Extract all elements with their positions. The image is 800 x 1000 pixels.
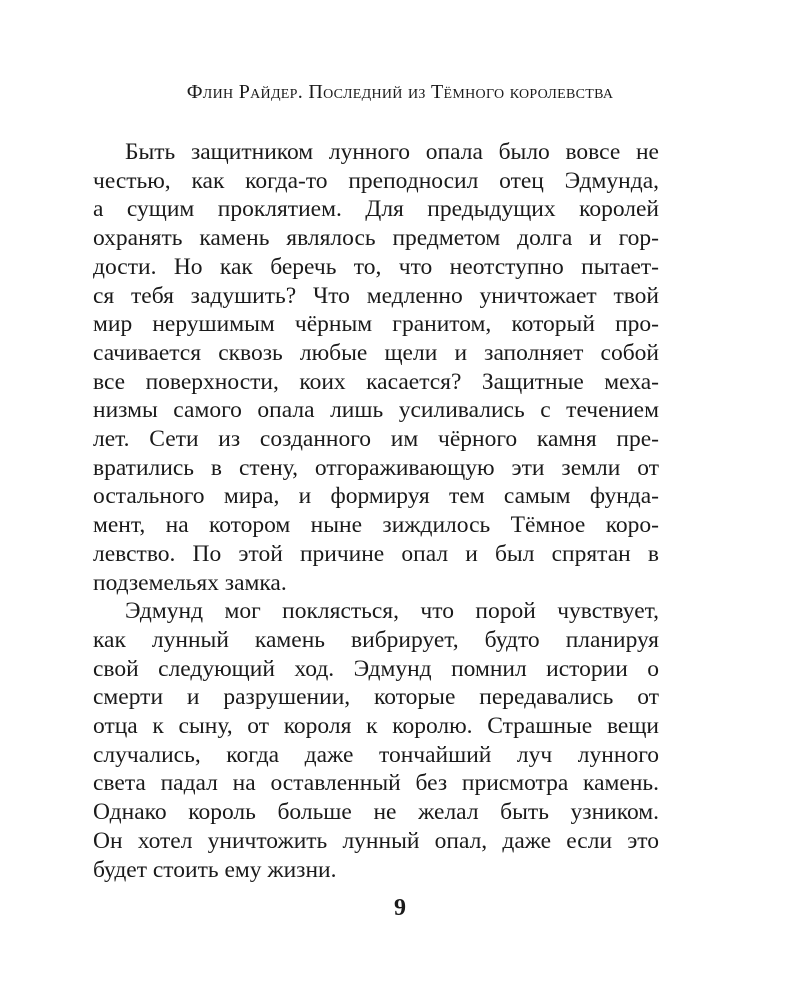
text-line: мир нерушимым чёрным гранитом, который про- <box>93 311 659 338</box>
paragraph-1 <box>93 138 659 597</box>
text-line: мент, на котором ныне зиждилось Тёмное коро- <box>93 512 659 539</box>
text-line: Быть защитником лунного опала было вовсе не <box>125 139 659 165</box>
text-line: вратились в стену, отгораживающую эти земли от <box>93 454 659 481</box>
text-line: подземельях замка. <box>93 569 287 596</box>
text-line: лет. Сети из созданного им чёрного камня пре- <box>93 426 659 453</box>
text-line: охранять камень являлось предметом долга и гор- <box>93 225 659 252</box>
text-line: а сущим проклятием. Для предыдущих королей <box>93 196 659 223</box>
body-text <box>93 138 659 884</box>
text-line: честью, как когда-то преподносил отец Эдмунда, <box>93 167 659 194</box>
page-number: 9 <box>394 895 406 921</box>
text-line: левство. По этой причине опал и был спрятан в <box>93 540 659 567</box>
text-line: свой следующий ход. Эдмунд помнил истории о <box>93 655 659 682</box>
text-line: случались, когда даже тончайший луч лунного <box>93 741 659 768</box>
text-line: сачивается сквозь любые щели и заполняет собой <box>93 339 659 366</box>
text-line: будет стоить ему жизни. <box>93 856 337 883</box>
text-line: ся тебя задушить? Что медленно уничтожает твой <box>93 282 659 309</box>
text-line: смерти и разрушении, которые передавались от <box>93 684 659 711</box>
text-line: остального мира, и формируя тем самым фунда- <box>93 483 659 510</box>
text-line: Эдмунд мог поклясться, что порой чувствует, <box>125 598 659 625</box>
text-line: Однако король больше не желал быть узником. <box>93 799 659 826</box>
running-header: Флин Райдер. Последний из Тёмного королевства <box>186 81 614 103</box>
text-line: как лунный камень вибрирует, будто планируя <box>93 626 659 653</box>
text-line: Он хотел уничтожить лунный опал, даже если это <box>93 827 659 854</box>
text-line: все поверхности, коих касается? Защитные меха- <box>93 368 659 395</box>
text-line: отца к сыну, от короля к королю. Страшные вещи <box>93 713 659 740</box>
text-line: дости. Но как беречь то, что неотступно пытает- <box>93 253 659 280</box>
text-line: света падал на оставленный без присмотра камень. <box>93 770 659 797</box>
text-line: низмы самого опала лишь усиливались с течением <box>93 397 659 424</box>
paragraph-2 <box>93 597 659 884</box>
